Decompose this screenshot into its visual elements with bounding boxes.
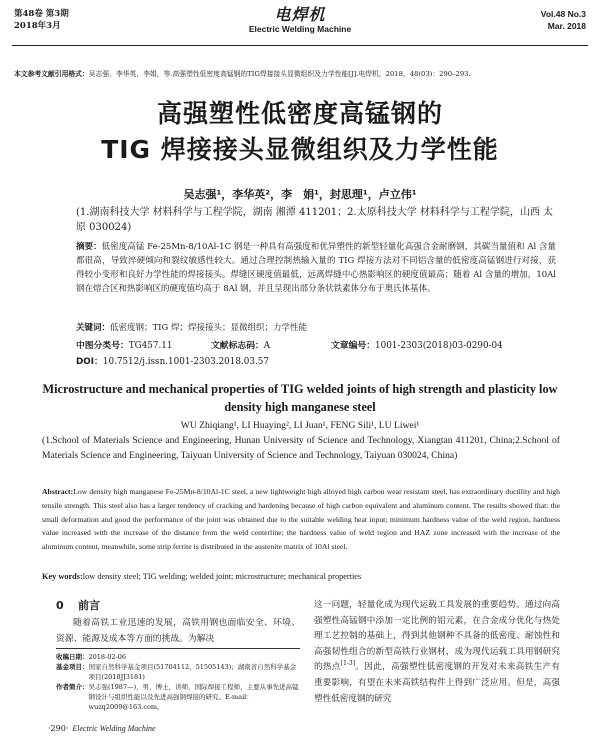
clc-number: 中图分类号：TG457.11: [76, 341, 173, 351]
intro-paragraph-left: 随着高铁工业迅速的发展，高铁用钢也面临安全、环境、资源、能源及成本等方面的挑战。为解决: [56, 618, 300, 644]
authors-en: WU Zhiqiang¹, LI Huaying², LI Juan¹, FENG Sili¹, LU Liwei¹: [180, 420, 420, 431]
title-cn-line2: TIG 焊接接头显微组织及力学性能: [101, 135, 499, 164]
journal-logo: 电焊机: [274, 5, 326, 24]
volume-en: Vol.48 No.3: [540, 9, 586, 19]
affiliation-cn: (1.湖南科技大学 材料科学与工程学院，湖南 湘潭 411201；2.太原科技大学 材料科学与工程学院，山西 太原 030024): [76, 207, 554, 233]
section-title: 前言: [78, 599, 100, 612]
footnote-box: [56, 648, 300, 712]
body-right-column: [314, 598, 560, 707]
citation-text: 吴志强，李华英，李娟，等.高强塑性低密度高锰钢的TIG焊接接头显微组织及力学性能[J].电焊机，2018，48(03)：290–293.: [88, 70, 471, 78]
footnote-received: 收稿日期： 2018-02-06: [56, 653, 126, 661]
paper-title-en: Microstructure and mechanical properties of TIG welded joints of high strength and plasticity low density high manganese steel: [42, 382, 558, 414]
abstract-en: [42, 485, 560, 554]
authors-cn: 吴志强¹，李华英²，李 娟¹，封思理¹，卢立伟¹: [183, 188, 417, 201]
citation-label: 本文参考文献引用格式：: [14, 70, 89, 78]
keywords-cn: [76, 322, 556, 335]
footer-journal: Electric Welding Machine: [72, 724, 156, 733]
keywords-en-text: low density steel; TIG welding; welded joint; microstructure; mechanical properties: [82, 572, 362, 581]
doi-value[interactable]: 10.7512/j.issn.1001-2303.2018.03.57: [102, 357, 269, 367]
footnote-fund: 基金项目： 国家自然科学基金项目(51704112，51505143)；湖南省自然科学基金项目(2018JJ3181): [56, 663, 297, 681]
intro-paragraph-right-2: 。因此，高强塑性低密度钢的开发对未来高铁生产有重要影响，有望在未来高铁结构件上得到广泛应用。但是，高强塑性低密度钢的研究: [314, 662, 560, 704]
page-footer: [48, 724, 156, 734]
intro-paragraph-right-1: 这一问题，轻量化成为现代运载工具发展的重要趋势。通过向高强塑性高锰钢中添加一定比例的铝元素，在合金成分优化与热处理工艺控制的基础上，得到其他钢种不具备的低密度、耐蚀性和高强韧性组合的新型高铁行业钢材，成为现代运载工具用钢研究的热点: [314, 600, 560, 673]
citation-format: [14, 70, 586, 79]
doi-label: DOI：: [76, 357, 103, 367]
header-volume-info-en: [541, 8, 586, 32]
journal-masthead: [0, 6, 600, 35]
citation-reference[interactable]: [1-3]: [340, 660, 356, 668]
document-code: 文献标志码：A: [211, 341, 271, 351]
keywords-cn-label: 关键词：: [76, 323, 111, 333]
abstract-en-text: Low density high manganese Fe-25Mn-8/10Al-1C steel, a new lightweight high alloyed high carbon wear resistant steel, has extraordinary ductility and high tensile strength. This steel also has a larger tendency of cracking and hardening because of high carbon equivalent and aluminum content. The results showed that: the small deformation and good the performance of the joint was obtained due to the suitable welding heat input; minimum hardness value of the weld region, hardness value increased with the increase of the distance from the weld centerline; the hardness value of weld region and HAZ zone increased with the increase of the aluminum content, meanwhile, some strip ferrite is distributed in the austenite matrix of 10Al steel.: [42, 487, 560, 552]
doi: [76, 355, 269, 369]
header-divider: [12, 45, 588, 46]
keywords-en: [42, 571, 560, 583]
journal-name-en: Electric Welding Machine: [248, 24, 352, 34]
section-number: 0: [56, 599, 64, 612]
section-heading: [56, 598, 300, 614]
article-number: 文章编号：1001-2303(2018)03-0290-04: [331, 341, 503, 351]
footnote-author: 作者简介： 吴志强(1987—)，男，博士，讲师，国际焊接工程师，主要从事先进高锰钢设计与组织性能以及先进高强钢焊接的研究。E-mail：wuzq2009@163.com。: [56, 683, 299, 711]
page-number: ·290·: [48, 724, 69, 733]
abstract-en-label: Abstract:: [42, 487, 74, 496]
abstract-cn: [76, 240, 556, 296]
paper-title-cn: [0, 96, 600, 168]
date-cn: 2018年3月: [14, 21, 61, 31]
body-left-column: [56, 598, 300, 647]
abstract-cn-text: 低密度高锰 Fe-25Mn-8/10Al-1C 钢是一种具有高强度和优异塑性的新型轻量化高强合金耐磨钢，其碳当量值和 Al 含量都很高，导致淬硬倾向和裂纹敏感性较大。通过合理控制热输入量的 TIG 焊接方法对不同铝含量的低密度高锰钢进行对接，获得较小变形和良好力学性能的焊接接头。焊缝区硬度值最低，远离焊缝中心热影响区的硬度值最高；随着 Al 含量的增加，10Al 钢在熔合区和热影响区的硬度值均高于 8Al 钢，并且呈现出部分条状铁素体分布于奥氏体基体。: [76, 242, 556, 294]
title-cn-line1: 高强塑性低密度高锰钢的: [156, 99, 443, 128]
volume-cn: 第48卷 第3期: [14, 9, 69, 19]
keywords-cn-text: 低密度钢；TIG 焊；焊接接头；显微组织；力学性能: [110, 323, 308, 333]
abstract-cn-label: 摘要：: [76, 242, 102, 252]
date-en: Mar. 2018: [547, 21, 586, 31]
affiliation-en: (1.School of Materials Science and Engineering, Hunan University of Science and Technology, Xiangtan 411201, China;2.School of Materials Science and Engineering, Taiyuan University of Science and Technology, Taiyuan 030024, China): [42, 435, 560, 461]
keywords-en-label: Key words:: [42, 572, 83, 581]
